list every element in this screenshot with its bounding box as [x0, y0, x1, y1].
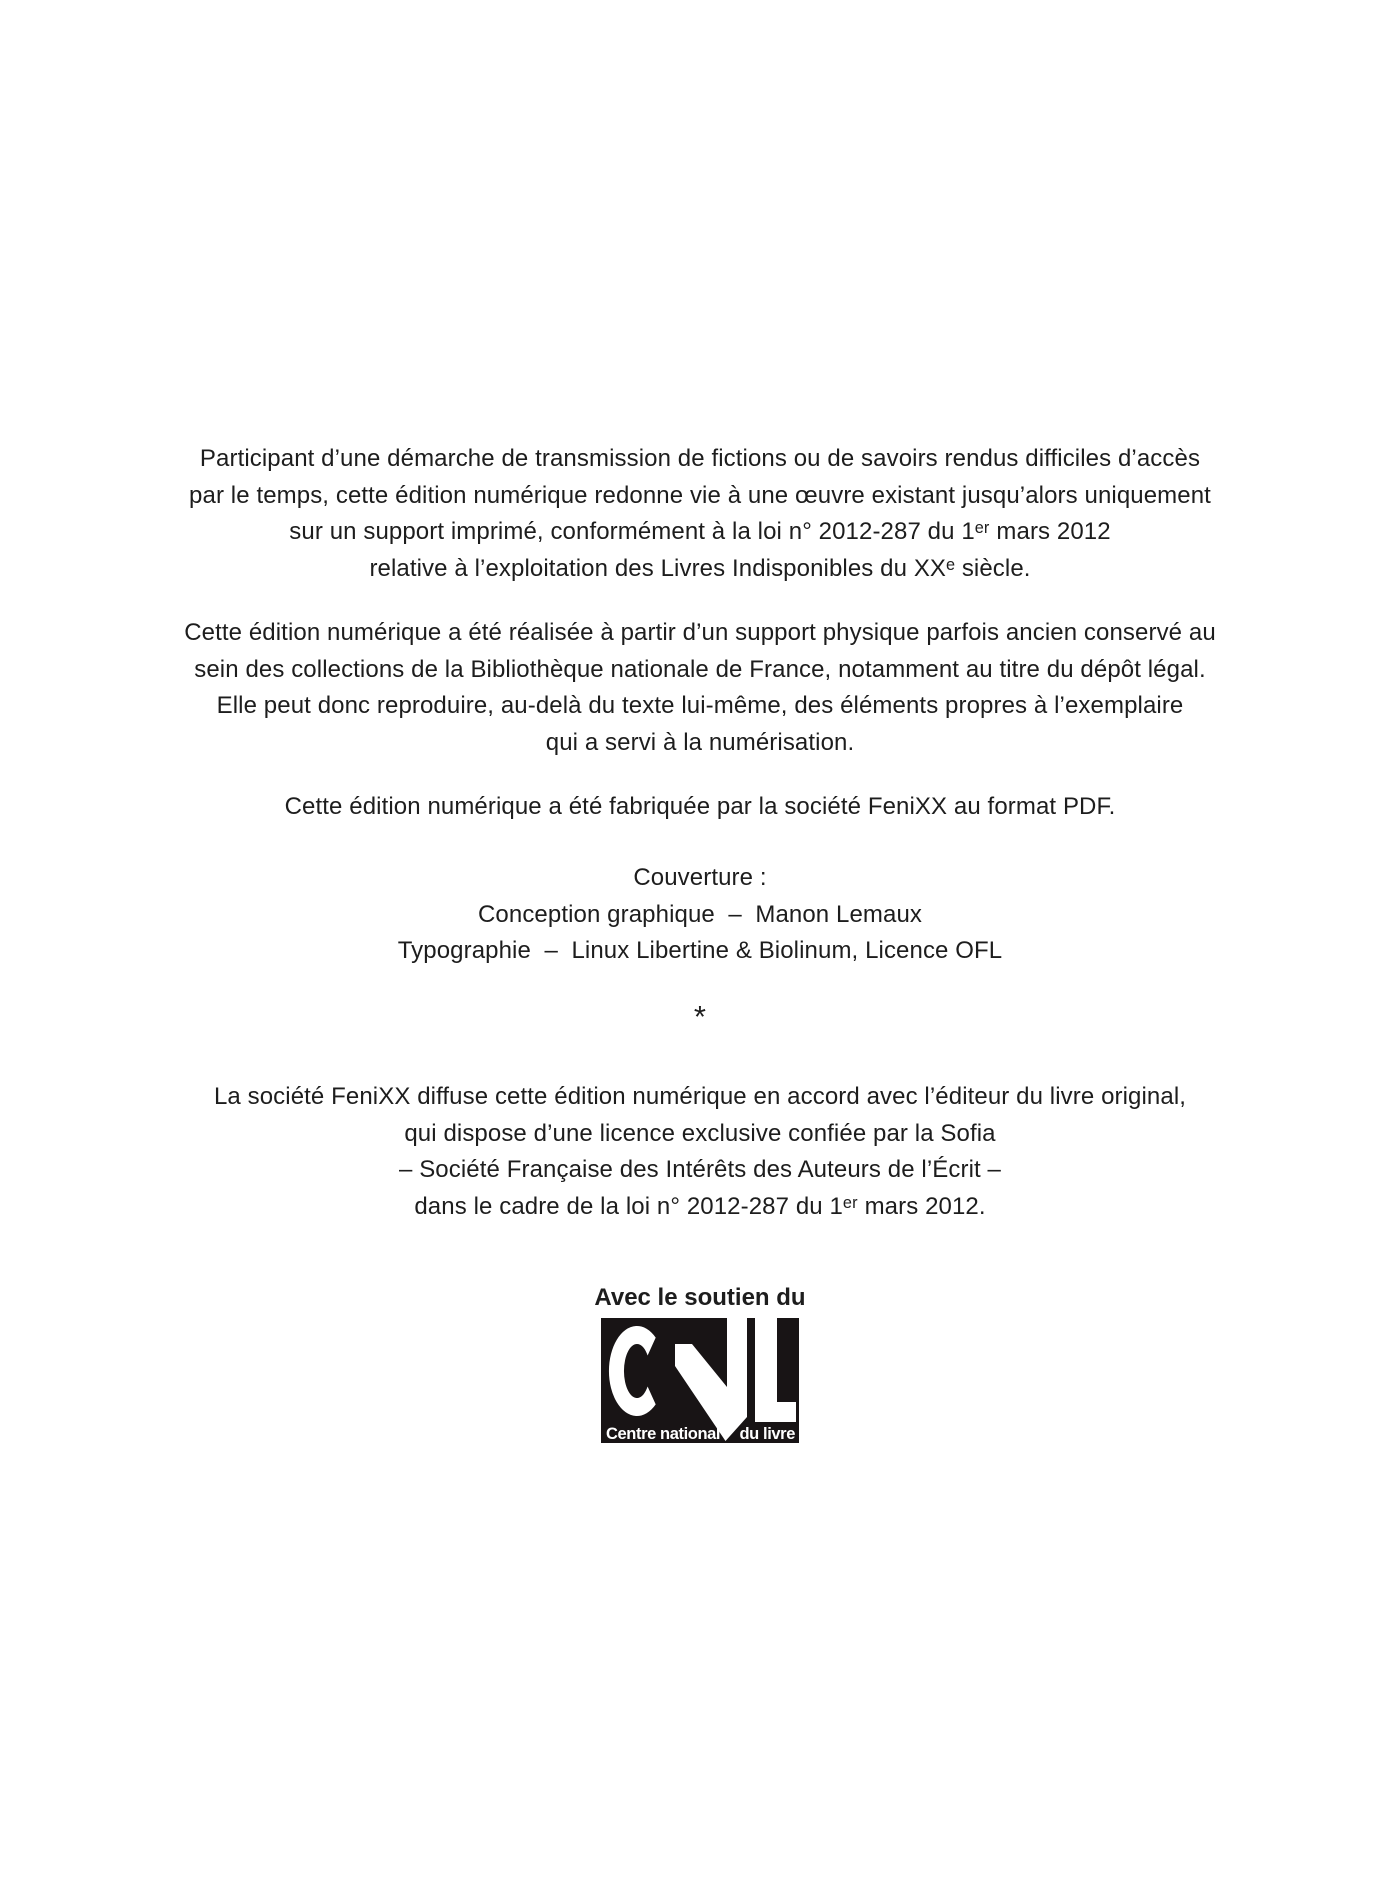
diffusion-paragraph-line: dans le cadre de la loi n° 2012-287 du 1ᵉʳ mars 2012.	[414, 1192, 986, 1220]
legal-paragraph-2-line: sein des collections de la Bibliothèque nationale de France, notamment au titre du dépôt légal.	[194, 655, 1206, 683]
cover-credits-design: Conception graphique – Manon Lemaux	[478, 900, 922, 928]
legal-paragraph-1-line: Participant d’une démarche de transmission de fictions ou de savoirs rendus difficiles d’accès	[199, 445, 1201, 472]
legal-paragraph-2-line: Elle peut donc reproduire, au-delà du texte lui-même, des éléments propres à l’exemplaire	[216, 692, 1184, 720]
diffusion-paragraph-line: – Société Française des Intérêts des Auteurs de l’Écrit –	[398, 1156, 1001, 1184]
diffusion-paragraph	[0, 1079, 1400, 1225]
legal-paragraph-1	[0, 441, 1400, 587]
cnl-caption-right: du livre	[739, 1425, 795, 1443]
cnl-logo	[601, 1318, 799, 1443]
asterisk-separator: *	[693, 999, 707, 1034]
cover-credits-typography: Typographie – Linux Libertine & Biolinum, Licence OFL	[397, 937, 1003, 965]
fabrication-note-line: Cette édition numérique a été fabriquée par la société FeniXX au format PDF.	[284, 793, 1116, 820]
cnl-caption-left: Centre national	[606, 1425, 721, 1443]
cnl-support-text: Avec le soutien du	[594, 1284, 806, 1311]
legal-paragraph-1-line: sur un support imprimé, conformément à la loi n° 2012-287 du 1ᵉʳ mars 2012	[289, 518, 1111, 546]
diffusion-paragraph-line: qui dispose d’une licence exclusive confiée par la Sofia	[404, 1119, 996, 1147]
legal-paragraph-1-line: par le temps, cette édition numérique redonne vie à une œuvre existant jusqu’alors uniquement	[189, 481, 1211, 509]
cover-credits	[0, 860, 1400, 970]
legal-paragraph-2	[0, 615, 1400, 761]
diffusion-paragraph-line: La société FeniXX diffuse cette édition numérique en accord avec l’éditeur du livre original,	[213, 1083, 1187, 1110]
fabrication-note	[0, 789, 1400, 826]
legal-paragraph-2-line: Cette édition numérique a été réalisée à partir d’un support physique parfois ancien conservé au	[184, 619, 1216, 646]
cover-credits-title: Couverture :	[633, 864, 767, 891]
legal-paragraph-2-line: qui a servi à la numérisation.	[545, 728, 855, 756]
legal-paragraph-1-line: relative à l’exploitation des Livres Indisponibles du XXᵉ siècle.	[369, 554, 1031, 582]
